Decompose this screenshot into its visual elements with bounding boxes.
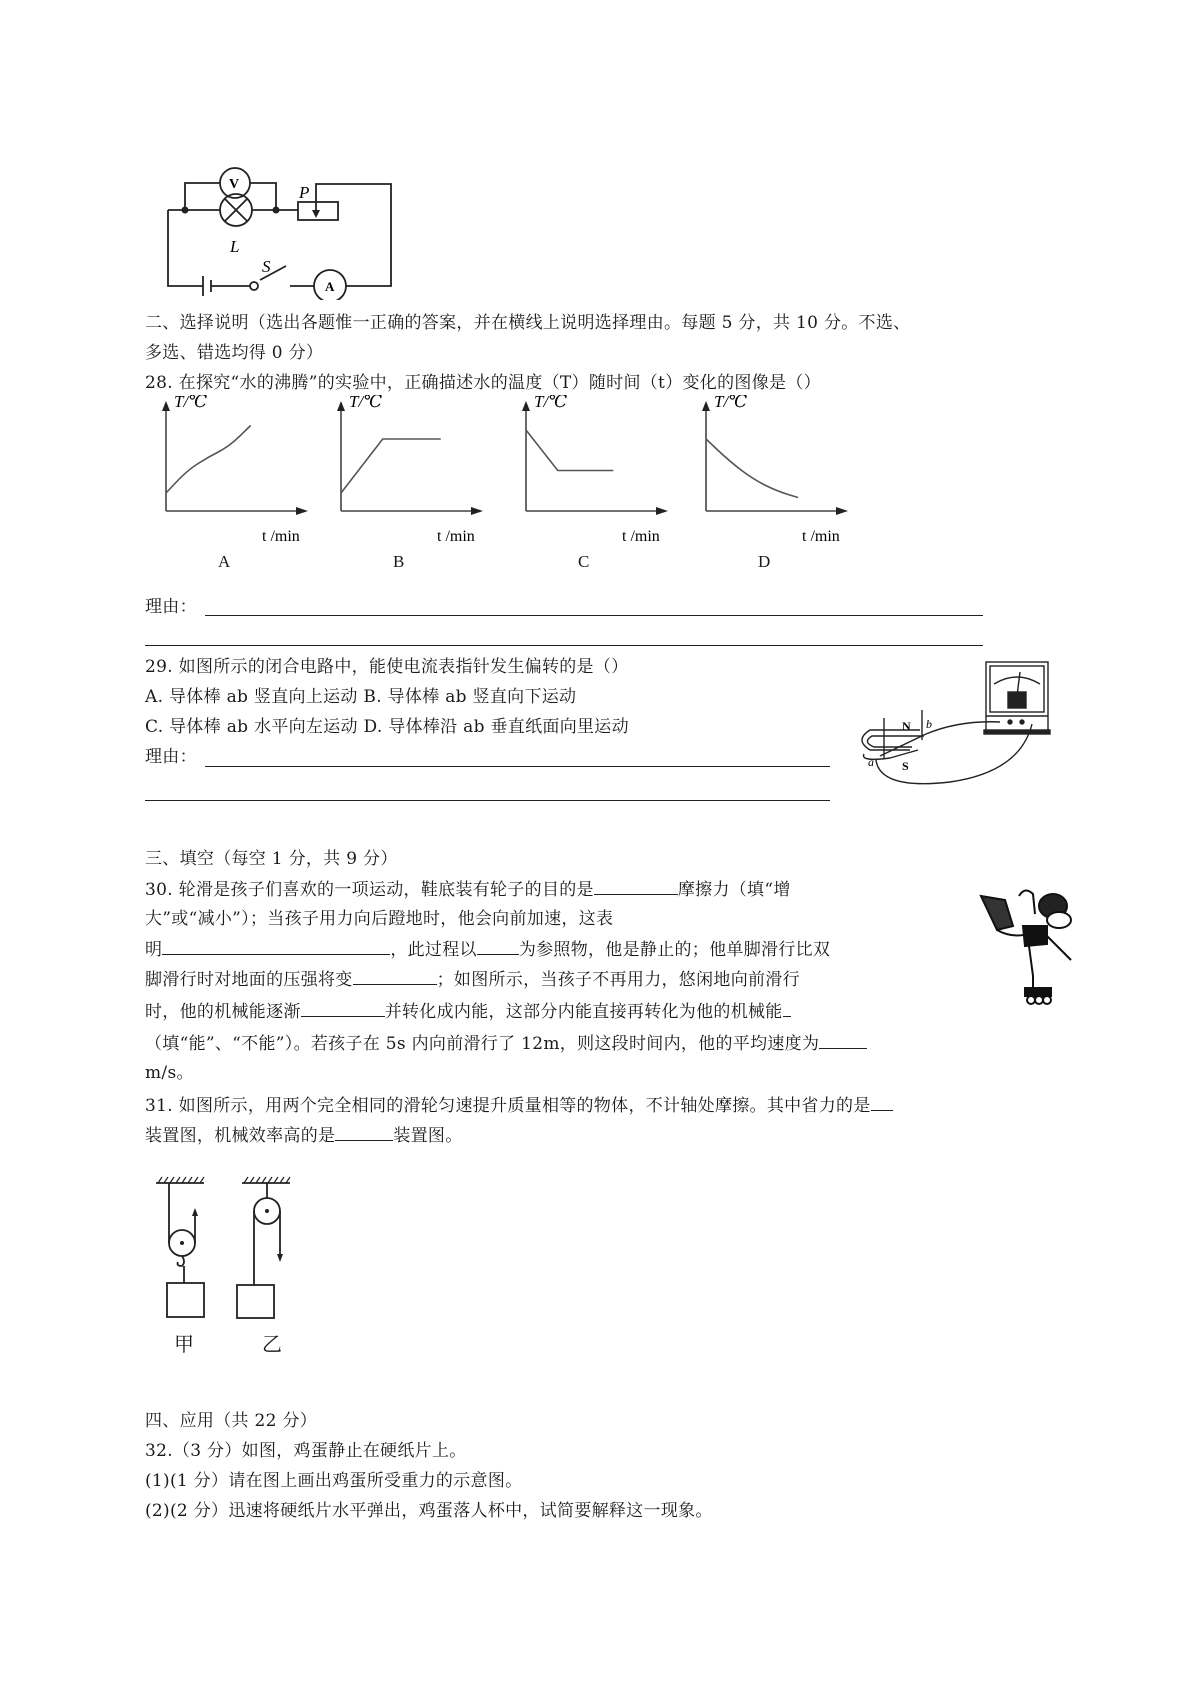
voltmeter-label: V xyxy=(229,177,240,192)
x-axis-arrow xyxy=(296,507,308,515)
q32-part1: (1)(1 分）请在图上画出鸡蛋所受重力的示意图。 xyxy=(145,1471,523,1491)
pulley-label-yi: 乙 xyxy=(262,1332,282,1356)
q31-blank-force-saving[interactable] xyxy=(871,1094,893,1111)
q30-text: ，此过程以 xyxy=(390,940,477,960)
x-axis-label: t /min xyxy=(437,528,475,545)
x-axis-label: t /min xyxy=(802,528,840,545)
lamp-label: L xyxy=(230,237,240,256)
q30-line5 xyxy=(145,1000,791,1023)
x-axis-label: t /min xyxy=(622,528,660,545)
y-axis-arrow xyxy=(702,401,710,411)
x-axis-arrow xyxy=(656,507,668,515)
temp-time-graph-c xyxy=(516,395,686,565)
series-line xyxy=(706,439,798,498)
q32-stem: 32.（3 分）如图，鸡蛋静止在硬纸片上。 xyxy=(145,1441,467,1461)
y-axis-arrow xyxy=(522,401,530,411)
q30-text: 时，他的机械能逐渐 xyxy=(145,1002,301,1022)
rod-end-a-label: a xyxy=(868,755,874,769)
x-axis-arrow xyxy=(471,507,483,515)
q29-reason-blank-2[interactable] xyxy=(145,800,830,801)
q30-blank-friction[interactable] xyxy=(594,878,678,895)
q30-line4 xyxy=(145,968,800,991)
q30-text: ；如图所示，当孩子不再用力，悠闲地向前滑行 xyxy=(436,970,800,990)
y-axis-arrow xyxy=(162,401,170,411)
y-axis-label: T/℃ xyxy=(534,395,568,411)
q32-part2: (2)(2 分）迅速将硬纸片水平弹出，鸡蛋落人杯中，试简要解释这一现象。 xyxy=(145,1501,713,1521)
q29-reason-label: 理由： xyxy=(145,747,197,767)
slider-label: P xyxy=(299,183,310,202)
x-axis-arrow xyxy=(836,507,848,515)
q28-stem: 28. 在探究“水的沸腾”的实验中，正确描述水的温度（T）随时间（t）变化的图像是（） xyxy=(145,373,821,393)
switch-label: S xyxy=(262,257,271,276)
circuit-diagram xyxy=(140,140,400,300)
q29-stem: 29. 如图所示的闭合电路中，能使电流表指针发生偏转的是（） xyxy=(145,657,629,677)
temp-time-graph-d xyxy=(696,395,866,565)
q28-reason-blank-2[interactable] xyxy=(145,645,983,646)
q31-blank-efficiency[interactable] xyxy=(335,1124,393,1141)
q28-reason-label: 理由： xyxy=(145,597,197,617)
y-axis-arrow xyxy=(337,401,345,411)
series-line xyxy=(341,439,441,493)
q30-line6 xyxy=(145,1032,867,1055)
q30-line3 xyxy=(145,938,830,961)
q30-blank-explain[interactable] xyxy=(162,938,390,955)
y-axis-label: T/℃ xyxy=(349,395,383,411)
q30-text: 摩擦力（填“增 xyxy=(677,880,791,900)
graph-option-label-a: A xyxy=(218,552,231,571)
q31-text: 装置图。 xyxy=(393,1126,463,1146)
q30-blank-pressure[interactable] xyxy=(353,968,437,985)
q31-text: 31. 如图所示，用两个完全相同的滑轮匀速提升质量相等的物体，不计轴处摩擦。其中省力的是 xyxy=(145,1096,871,1116)
q30-text: 脚滑行时对地面的压强将变 xyxy=(145,970,353,990)
galvanometer-figure xyxy=(840,650,1070,800)
q30-blank-mechanical[interactable] xyxy=(301,1000,385,1017)
section2-heading-line2: 多选、错选均得 0 分） xyxy=(145,343,324,363)
pulley-figures xyxy=(140,1170,320,1370)
rod-end-b-label: b xyxy=(926,717,932,731)
temp-time-graph-b xyxy=(331,395,501,565)
q29-options-line1: A. 导体棒 ab 竖直向上运动 B. 导体棒 ab 竖直向下运动 xyxy=(145,687,577,707)
q30-blank-reference[interactable] xyxy=(477,938,519,955)
temp-time-graph-a xyxy=(156,395,326,565)
graph-option-label-b: B xyxy=(393,552,405,571)
q31-line1 xyxy=(145,1094,893,1117)
q30-blank-convert[interactable] xyxy=(783,1000,791,1017)
q30-line7: m/s。 xyxy=(145,1063,194,1083)
ammeter-label: A xyxy=(325,279,335,294)
q28-reason-blank-1[interactable] xyxy=(205,615,983,616)
magnet-south-label: S xyxy=(902,759,909,773)
q30-blank-speed[interactable] xyxy=(819,1032,867,1049)
q30-text: 30. 轮滑是孩子们喜欢的一项运动，鞋底装有轮子的目的是 xyxy=(145,880,594,900)
section3-heading: 三、填空（每空 1 分，共 9 分） xyxy=(145,849,398,869)
q30-line2: 大”或“减小”）；当孩子用力向后蹬地时，他会向前加速，这表 xyxy=(145,909,614,929)
q31-text: 装置图，机械效率高的是 xyxy=(145,1126,336,1146)
q30-text: （填“能”、“不能”）。若孩子在 5s 内向前滑行了 12m，则这段时间内，他的平均速度为 xyxy=(145,1034,820,1054)
graph-option-label-d: D xyxy=(758,552,771,571)
q29-reason-blank-1[interactable] xyxy=(205,766,830,767)
graph-option-label-c: C xyxy=(578,552,590,571)
roller-skater-figure xyxy=(975,880,1075,1010)
y-axis-label: T/℃ xyxy=(714,395,748,411)
section2-heading-line1: 二、选择说明（选出各题惟一正确的答案，并在横线上说明选择理由。每题 5 分，共 10 分。不选、 xyxy=(145,313,911,333)
series-line xyxy=(526,430,613,471)
x-axis-label: t /min xyxy=(262,528,300,545)
magnet-north-label: N xyxy=(902,719,911,733)
section4-heading: 四、应用（共 22 分） xyxy=(145,1411,318,1431)
pulley-label-jia: 甲 xyxy=(174,1332,194,1356)
y-axis-label: T/℃ xyxy=(174,395,208,411)
q30-line1 xyxy=(145,878,791,901)
q30-text: 为参照物，他是静止的；他单脚滑行比双 xyxy=(518,940,831,960)
q31-line2 xyxy=(145,1124,463,1147)
q29-options-line2: C. 导体棒 ab 水平向左运动 D. 导体棒沿 ab 垂直纸面向里运动 xyxy=(145,717,629,737)
series-line xyxy=(166,426,251,494)
q30-text: 明 xyxy=(145,940,163,960)
q30-text: 并转化成内能，这部分内能直接再转化为他的机械能 xyxy=(384,1002,783,1022)
